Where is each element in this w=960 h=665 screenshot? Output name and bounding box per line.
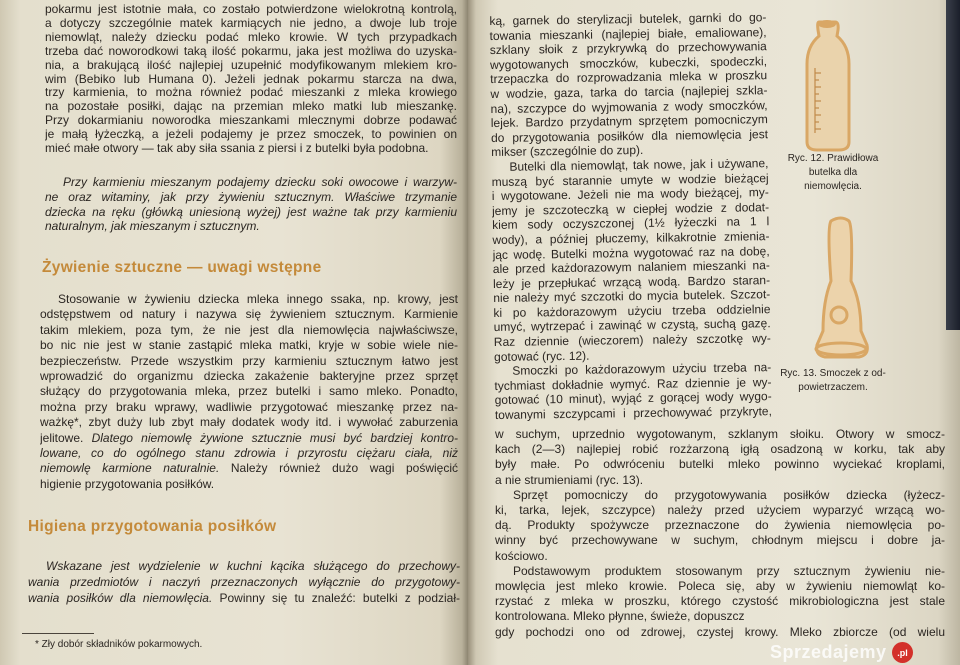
text-segment: Powinny się tu znaleźć: butelki z podział- xyxy=(212,591,460,605)
text-segment: bo nic nie jest w stanie zastąpić mleka matki, kryje w sobie wiele nie- xyxy=(40,338,458,353)
text-segment: winny być przechowywane w suchym, chłodnym miejscu i dobre ja- xyxy=(495,533,945,548)
text-segment: trzeba dać noworodkowi taką ilość pokarmu, jaka jest możliwa do uzyska- xyxy=(45,44,457,58)
text-line xyxy=(40,369,458,384)
text-segment: tychmiast dokładnie wymyć. Raz dziennie je wy- xyxy=(494,374,772,393)
text-line xyxy=(40,400,458,415)
text-segment: Podstawowym produktem stosowanym przy sztucznym żywieniu nie- xyxy=(513,563,945,578)
book-edge xyxy=(946,0,960,330)
text-segment: kontrolowana. Mleko płynne, świeże, dopuszcz xyxy=(495,609,745,624)
caption-line: Ryc. 12. Prawidłowa xyxy=(787,153,879,164)
text-segment: bezpieczeństw. Przede wszystkim przy karmieniu sztucznym łatwo jest xyxy=(40,353,458,368)
text-segment: służący do przygotowania mleka, przez butelki i samo mleko. Ponadto, xyxy=(40,384,458,399)
text-segment: je małą łyżeczką, a jeżeli podajemy je przez smoczek, to powinien on xyxy=(45,128,457,142)
text-segment: ki po każdorazowym użyciu trzeba oddzielnie xyxy=(493,302,771,320)
section-heading-artificial-feeding: Żywienie sztuczne — uwagi wstępne xyxy=(42,259,322,276)
text-line xyxy=(45,45,457,59)
text-segment: lowane, co do ogólnego stanu zdrowia i przyrostu ciężaru ciała, niż xyxy=(40,446,458,461)
caption-line: butelka dla xyxy=(808,167,858,178)
text-segment: ważkę*, zbyt duży lub zbyt mały dodatek wody itd. i wywołać zaburzenia xyxy=(40,415,458,430)
text-line xyxy=(45,59,457,73)
text-line xyxy=(40,477,458,492)
text-segment: wania przedmiotów i naczyń przeznaczonych wyłącznie do przygotowy- xyxy=(28,575,460,589)
text-segment: ką, garnek do sterylizacji butelek, garnki do go- xyxy=(489,10,767,29)
figure-13-caption xyxy=(768,367,898,395)
text-line xyxy=(28,558,460,574)
text-line xyxy=(495,442,945,457)
section-heading-meal-hygiene: Higiena przygotowania posiłków xyxy=(28,518,277,535)
text-line xyxy=(495,579,945,594)
text-segment: mowlęcia jest mleko krowie. Poleca się, aby w żywieniu niemowląt ko- xyxy=(495,579,945,594)
text-segment: nie należy myć szczotki do mycia butelek. Szczot- xyxy=(493,287,771,306)
text-segment: mieć małe otwory — tak aby siła ssania z piersi i z butelki była podobna. xyxy=(45,142,429,156)
text-line xyxy=(45,100,457,114)
text-segment: odstępstwem od natury i nazywa się żywieniem sztucznym. Karmienie xyxy=(40,307,458,322)
text-segment: kościowo. xyxy=(495,548,548,563)
text-segment: Dlatego niemowlę żywione sztucznie musi być bardziej kontro- xyxy=(91,430,458,445)
right-page xyxy=(468,0,960,665)
text-line xyxy=(495,564,945,579)
paragraph-full-width xyxy=(495,427,945,640)
text-segment: Raz dziennie (wieczorem) należy szczotkę wy- xyxy=(493,331,771,350)
text-segment: Stosowanie w żywieniu dziecka mleka innego ssaka, np. krowy, jest xyxy=(58,292,458,306)
text-line xyxy=(45,205,457,220)
text-line xyxy=(45,31,457,45)
footnote: * Zły dobór składników pokarmowych. xyxy=(35,639,203,650)
text-line xyxy=(40,338,458,353)
text-line xyxy=(495,503,945,518)
text-segment: a dotyczy szczególnie matek karmiących nie jedno, a dwoje lub troje xyxy=(45,16,457,30)
text-segment: a nie strumieniami (ryc. 13). xyxy=(495,472,644,487)
text-line xyxy=(495,518,945,533)
text-line xyxy=(495,625,945,640)
text-segment: wania posiłków dla niemowlęcia. xyxy=(28,591,213,605)
text-line xyxy=(40,292,458,307)
text-segment: wygotowanych smoczków, kubeczki, spodeczki, xyxy=(489,53,768,72)
text-segment: trzepaczka do rozprowadzania mleka w proszku xyxy=(490,68,768,87)
text-line xyxy=(45,17,457,31)
text-segment: w wodzie, gaza, tarka do tarcia (najlepiej szkla- xyxy=(490,83,768,102)
text-segment: dziecka na ręku (główką uniesioną wyżej) jest ważne tak przy karmieniu xyxy=(45,204,457,219)
text-segment: naturalnym, jak mieszanym i sztucznym. xyxy=(45,219,260,234)
nipple-illustration xyxy=(813,215,871,365)
text-line xyxy=(40,431,458,446)
text-line xyxy=(40,323,458,338)
text-segment: gotować (10 minut), wyjąć z gorącej wody wygo- xyxy=(494,389,772,408)
text-line xyxy=(40,307,458,322)
text-segment: jemy je szczoteczką w ciepłej wodzie z dodat- xyxy=(491,199,770,218)
text-segment: na), szczypce do wyjmowania z wody smoczków, xyxy=(490,97,768,116)
text-segment: ne oraz witaminy, jak przy żywieniu sztucznym. xyxy=(45,189,335,204)
text-segment: Butelki dla niemowląt, tak nowe, jak i używane, xyxy=(509,156,769,174)
caption-line: powietrzaczem. xyxy=(798,382,868,393)
text-line xyxy=(45,3,457,17)
text-segment: w suchym, uprzednio wygotowanym, szklanym słoiku. Otwory w smocz- xyxy=(495,427,945,441)
text-segment: wim (Bebiko lub Humana 0). Jeżeli jednak pokarmu starcza na dwa, xyxy=(45,72,457,86)
text-line xyxy=(40,461,458,476)
text-segment: jąc wodę. Butelki można wygotować raz na dobę, xyxy=(492,243,770,262)
text-segment: wprowadzić do organizmu dziecka zakażenie bakteryjne przez sprzęt xyxy=(40,369,458,384)
text-segment: leży je przepłukać wrzącą wodą. Bardzo staran- xyxy=(492,272,771,291)
text-line xyxy=(28,590,460,606)
text-segment: do przygotowania posiłków dla niemowlęcia jest xyxy=(490,126,769,145)
text-segment: były małe. Po odwróceniu butelki mleko powinno wyciekać kroplami, xyxy=(495,457,945,472)
text-segment: kiem sody oczyszczonej (1½ łyżeczki na 1 l xyxy=(492,214,770,233)
text-line xyxy=(495,533,945,548)
watermark: Sprzedajemy xyxy=(770,642,887,662)
paragraph-mixed-feeding xyxy=(45,175,457,234)
text-segment: wody), a później płuczemy, kilkakrotnie zmienia- xyxy=(492,229,770,247)
text-line xyxy=(45,128,457,142)
text-line xyxy=(45,114,457,128)
text-segment: towania mieszanki (najlepiej białe, emaliowane), xyxy=(489,24,767,43)
text-segment: higienie przygotowania posiłków. xyxy=(40,476,215,491)
text-segment: niemowląt, należy dziecku podać mleko krowie. W tych przypadkach xyxy=(45,30,457,44)
text-line xyxy=(45,142,457,156)
text-segment: niemowlę karmione naturalnie. xyxy=(40,461,220,476)
text-segment: Przy dokarmianiu noworodka mieszankami mlecznymi dobrze podawać xyxy=(45,114,457,128)
text-segment: Przy karmieniu mieszanym podajemy dziecku soki owocowe i warzyw- xyxy=(63,175,457,189)
text-line xyxy=(40,446,458,461)
text-segment: jelitowe. xyxy=(40,430,92,445)
text-line xyxy=(495,457,945,472)
text-line xyxy=(28,574,460,590)
baby-bottle-illustration xyxy=(803,18,853,153)
footnote-divider xyxy=(22,633,94,634)
watermark-badge: .pl xyxy=(892,642,913,663)
text-segment: gdy pochodzi ono od zdrowej, czystej krowy. Mleko zbiorcze (od wielu xyxy=(495,624,945,639)
text-segment: można przy braku wprawy, wadliwie przygotować mieszankę przez na- xyxy=(40,399,458,414)
text-line xyxy=(45,190,457,205)
text-segment: ale przed każdorazowym nalaniem mieszanki na- xyxy=(492,258,770,277)
text-segment: lejek. Bardzo przydatnym sprzętem pomocniczym xyxy=(490,112,768,131)
text-line xyxy=(40,384,458,399)
text-segment: kach (2—3) najlepiej robić rozżarzoną igłą osadzoną w korku, tak aby xyxy=(495,442,945,457)
paragraph-meal-hygiene xyxy=(28,558,460,606)
paragraph-column-equipment xyxy=(489,10,772,422)
text-line xyxy=(40,354,458,369)
text-line xyxy=(495,473,945,488)
text-segment: szklany słoik z przykrywką do przechowywania xyxy=(489,39,767,58)
text-segment: pokarmu jest istotnie mała, co zostało potwierdzone wielokrotną kontrolą, xyxy=(45,3,457,16)
text-segment: Smoczki po każdorazowym użyciu trzeba na- xyxy=(512,360,772,379)
figure-12-caption xyxy=(778,152,888,194)
text-segment: towanymi szczypcami i przechowywać przykryte, xyxy=(494,404,772,423)
text-segment: umyć, wytrzepać i zawinąć w czystą, suchą gazę. xyxy=(493,316,771,335)
text-segment: rzystać z mleka w proszku, którego czystość mikrobiologiczna jest stale xyxy=(495,594,945,609)
caption-line: niemowlęcia. xyxy=(804,181,862,192)
text-line xyxy=(45,73,457,87)
text-line xyxy=(495,609,945,624)
text-line xyxy=(495,549,945,564)
text-segment: nia, a brakującą ilość najlepiej uzupełnić modyfikowanym mlekiem kro- xyxy=(45,58,457,72)
text-line xyxy=(45,175,457,190)
text-line xyxy=(40,415,458,430)
text-segment: trzy karmienia, to można również podać mieszanki z mleka krowiego xyxy=(45,86,457,100)
text-line xyxy=(45,86,457,100)
text-segment: Sprzęt pomocniczy do przygotowywania posiłków dziecka (łyżecz- xyxy=(513,487,945,502)
text-line xyxy=(495,404,772,422)
text-segment: mikser (szczególnie do zup). xyxy=(491,143,644,160)
text-segment: takim mlekiem, poza tym, że nie jest dla niemowlęcia najwłaściwsze, xyxy=(40,322,458,337)
text-segment: gotować (ryc. 12). xyxy=(493,348,590,364)
paragraph-breastfeeding-supplement xyxy=(45,3,457,156)
text-line xyxy=(495,488,945,503)
text-segment: i wygotowane. Jeżeli nie ma wody bieżącej, my- xyxy=(491,185,769,204)
text-segment: Właściwe trzymanie xyxy=(344,189,457,204)
text-line xyxy=(495,427,945,442)
text-segment: Wskazane jest wydzielenie w kuchni kącika służącego do przechowy- xyxy=(46,559,460,573)
caption-line: Ryc. 13. Smoczek z od- xyxy=(780,368,886,379)
text-segment: dą. Produkty spożywcze przeznaczone do żywienia niemowlęcia po- xyxy=(495,518,945,533)
text-segment: muszą być starannie umyte w wodzie bieżącej xyxy=(491,170,769,189)
text-line xyxy=(45,219,457,234)
paragraph-artificial-feeding xyxy=(40,292,458,492)
text-segment: Należy również dużo wagi poświęcić xyxy=(219,461,458,476)
left-page xyxy=(0,0,468,665)
text-segment: na pozostałe posiłki, dając na przemian mleko matki lub mieszankę. xyxy=(45,100,457,114)
text-segment: ki, tarka, lejek, szczypce) należy przed użyciem wyparzyć wrzącą wo- xyxy=(495,503,945,518)
text-line xyxy=(495,594,945,609)
text-segment xyxy=(334,190,344,204)
